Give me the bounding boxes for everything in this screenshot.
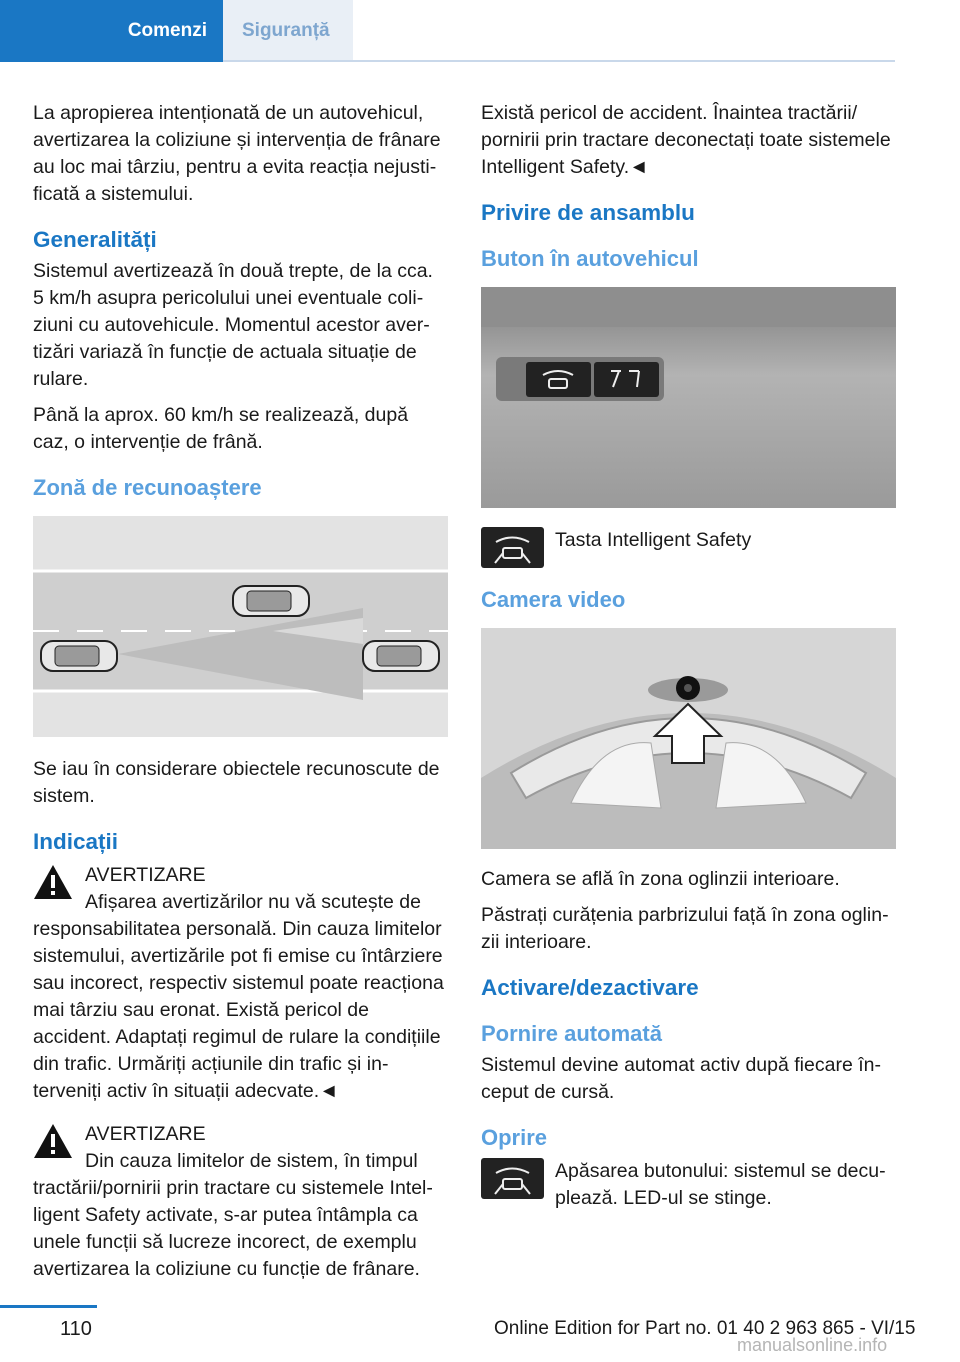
car-right-icon: [363, 641, 439, 671]
general-paragraph-2: Până la aprox. 60 km/h se realizează, după caz, o intervenție de frână.: [33, 404, 409, 453]
car-left-icon: [41, 641, 117, 671]
detection-zone-figure: [33, 516, 448, 742]
heading-auto-start: Pornire automată: [481, 1021, 662, 1046]
warning-triangle-icon: [33, 1123, 73, 1159]
continued-warning-paragraph: Există pericol de accident. Înaintea tractării/ pornirii prin tractare deconectați toate sistemele Intelligent Safety.◄: [481, 102, 891, 178]
heading-camera: Camera video: [481, 587, 626, 612]
intro-paragraph: La apropierea intenționată de un autovehicul, avertizarea la coliziune și intervenția de frânare au loc mai târziu, pentru a evita reacția nejustificată a sistemului.: [33, 102, 441, 205]
header-tabs: [0, 0, 895, 62]
key-legend-row: [481, 527, 896, 568]
stop-row: [481, 1158, 896, 1221]
detection-zone-illustration: [33, 516, 448, 737]
page-number: 110: [60, 1318, 92, 1340]
heading-button-in-vehicle: Buton în autovehicul: [481, 246, 699, 271]
warning-title-2: AVERTIZARE: [85, 1123, 206, 1145]
camera-paragraph-1: Camera se află în zona oglinzii interioare.: [481, 868, 840, 890]
auto-start-paragraph: Sistemul devine automat activ după fiecare început de cursă.: [481, 1054, 881, 1103]
right-column: [481, 100, 896, 1221]
heading-activation: Activare/dezactivare: [481, 975, 699, 1000]
intelligent-safety-key-icon: [481, 527, 544, 568]
warning-text-1-first: Afișarea avertizărilor nu vă scutește de: [85, 891, 421, 913]
stop-paragraph: Apăsarea butonului: sistemul se decuplează. LED-ul se stinge.: [555, 1160, 886, 1209]
warning-triangle-icon: [33, 864, 73, 900]
footer-accent-line: [0, 1305, 97, 1308]
warning-block-2: [33, 1121, 448, 1283]
camera-paragraph-2: Păstrați curățenia parbrizului față în zona oglinzii interioare.: [481, 904, 889, 953]
intelligent-safety-key-icon: [481, 1158, 544, 1199]
warning-title-1: AVERTIZARE: [85, 864, 206, 886]
tab-siguranta[interactable]: Siguranță: [223, 0, 353, 62]
car-top-icon: [233, 586, 309, 616]
general-paragraph-1: Sistemul avertizează în două trepte, de la cca. 5 km/h asupra pericolului unei eventuale coliziuni cu autovehicule. Momentul acestor avertizări variază în funcție de actuala situație de rulare.: [33, 260, 433, 390]
button-panel-photo: [481, 287, 896, 508]
warning-text-2-first: Din cauza limitelor de sistem, în timpul: [85, 1150, 418, 1172]
camera-location-photo: [481, 628, 896, 849]
camera-photo-figure: [481, 628, 896, 854]
watermark-text: manualsonline.info: [737, 1335, 888, 1355]
button-photo-figure: [481, 287, 896, 513]
left-column: [33, 100, 448, 1283]
heading-general: Generalități: [33, 227, 157, 252]
warning-text-2: tractării/pornirii prin tractare cu sistemele Intelligent Safety activate, s-ar putea întâmpla ca unele funcții să lucreze incorect, de exemplu avertizarea la coliziune cu funcție de frânare.: [33, 1177, 433, 1280]
warning-block-1: [33, 862, 448, 1105]
detection-zone-paragraph: Se iau în considerare obiectele recunoscute de sistem.: [33, 758, 440, 807]
heading-detection-zone: Zonă de recunoaștere: [33, 475, 262, 500]
header-divider: [223, 60, 895, 62]
key-legend-label: Tasta Intelligent Safety: [555, 529, 752, 551]
warning-text-1: responsabilitatea personală. Din cauza limitelor sistemului, avertizările pot fi emise cu întârziere sau incorect, respectiv sistemul poate reacționa mai târziu sau eronat. Există pericol de accident. Adaptați regimul de rulare la condițiile din trafic. Urmăriți acțiunile din trafic și interveniți activ în situații adecvate.◄: [33, 918, 444, 1102]
heading-overview: Privire de ansamblu: [481, 200, 695, 225]
heading-notes: Indicații: [33, 829, 119, 854]
heading-stop: Oprire: [481, 1125, 548, 1150]
tab-comenzi[interactable]: Comenzi: [0, 0, 223, 62]
edition-text: Online Edition for Part no. 01 40 2 963 865 - VI/15: [494, 1318, 916, 1339]
